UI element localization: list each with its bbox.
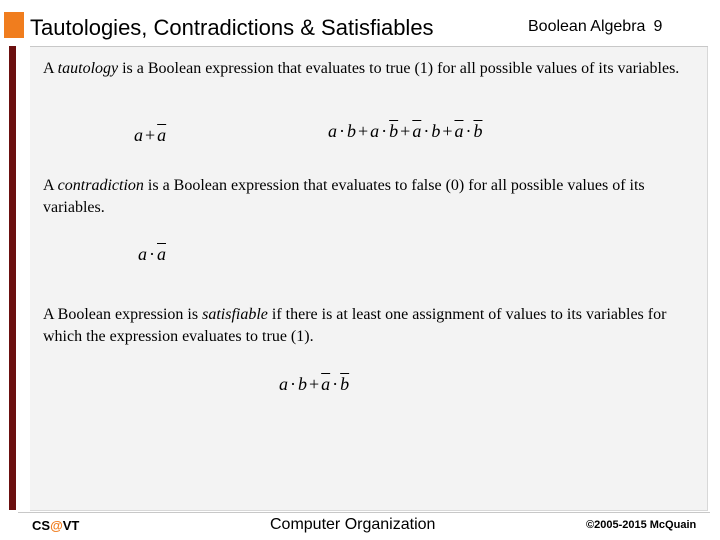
left-accent-bar bbox=[9, 46, 16, 510]
contradiction-term: contradiction bbox=[57, 177, 144, 194]
footer-copyright: ©2005-2015 McQuain bbox=[586, 519, 697, 531]
footer-divider bbox=[18, 512, 710, 513]
contradiction-definition: A contradiction is a Boolean expression that evaluates to false (0) for all possible values of its variables. bbox=[43, 177, 645, 216]
page-number: 9 bbox=[653, 18, 663, 35]
slide-title: Tautologies, Contradictions & Satisfiables bbox=[30, 15, 434, 40]
satisfiable-definition: A Boolean expression is satisfiable if there is at least one assignment of values to its variables for which the expression evaluates to true (1). bbox=[43, 306, 667, 345]
section-name: Boolean Algebra bbox=[528, 18, 646, 35]
tautology-term: tautology bbox=[57, 60, 119, 77]
footer-course-title: Computer Organization bbox=[270, 516, 436, 533]
tautology-example-2: $a \cdot b + a \cdot \overline{b} + \overline{a} \cdot b + \overline{a} \cdot \overline{b}$ bbox=[328, 121, 483, 141]
satisfiable-term: satisfiable bbox=[202, 306, 268, 323]
tautology-definition: A tautology is a Boolean expression that evaluates to true (1) for all possible values of its variables. bbox=[43, 60, 680, 77]
slide-header-right bbox=[528, 17, 662, 37]
slide-content bbox=[30, 47, 708, 511]
tautology-example-1: $a + \overline{a}$ bbox=[134, 125, 167, 145]
footer-course: CS@VT bbox=[32, 518, 80, 533]
satisfiable-example: $a \cdot b + \overline{a} \cdot \overline{b}$ bbox=[279, 374, 350, 394]
contradiction-example: $a \cdot \overline{a}$ bbox=[138, 244, 166, 264]
accent-square bbox=[4, 12, 24, 38]
